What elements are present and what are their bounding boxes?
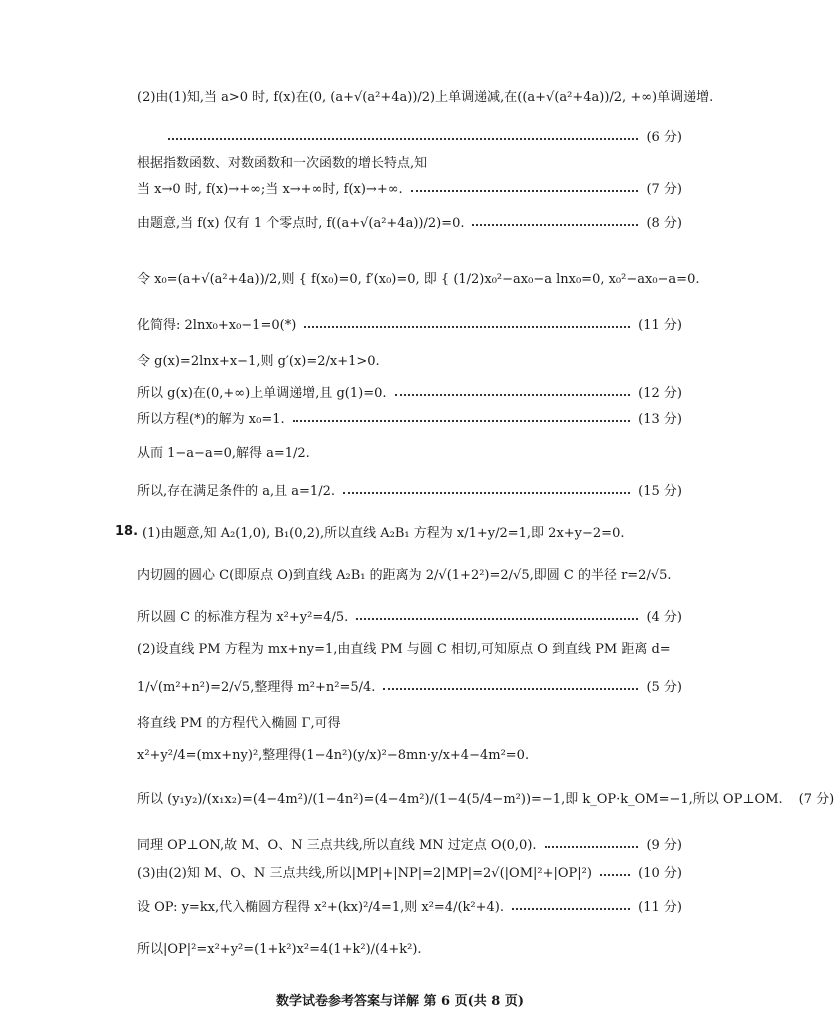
score-label: (9 分): [646, 838, 682, 853]
score-label: (7 分): [798, 792, 834, 807]
score-label: (15 分): [638, 484, 682, 499]
line-text: 所以 g(x)在(0,+∞)上单调递增,且 g(1)=0.: [137, 386, 387, 401]
score-label: (11 分): [638, 318, 682, 333]
dot-leader: [293, 420, 631, 422]
line-text: 化简得: 2lnx₀+x₀−1=0(*): [137, 318, 297, 333]
score-label: (8 分): [646, 216, 682, 231]
solution-line: [137, 862, 682, 881]
line-text: 所以|OP|²=x²+y²=(1+k²)x²=4(1+k²)/(4+k²).: [137, 942, 422, 957]
line-text: x²+y²/4=(mx+ny)²,整理得(1−4n²)(y/x)²−8mn·y/x+4−4m²=0.: [137, 748, 530, 763]
dot-leader: [472, 224, 638, 226]
solution-line: [137, 834, 682, 853]
score-label: (4 分): [646, 610, 682, 625]
dot-leader: [168, 138, 638, 140]
solution-line: [137, 152, 682, 171]
line-text: 同理 OP⊥ON,故 M、O、N 三点共线,所以直线 MN 过定点 O(0,0).: [137, 838, 537, 853]
solution-line: [137, 268, 700, 287]
line-text: 内切圆的圆心 C(即原点 O)到直线 A₂B₁ 的距离为 2/√(1+2²)=2/√5,即圆 C 的半径 r=2/√5.: [137, 568, 672, 583]
line-text: 设 OP: y=kx,代入椭圆方程得 x²+(kx)²/4=1,则 x²=4/(k²+4).: [137, 900, 504, 915]
solution-line: [137, 744, 682, 763]
score-label: (7 分): [646, 182, 682, 197]
solution-line: [137, 408, 682, 427]
solution-line: [137, 676, 682, 695]
solution-line: [137, 86, 714, 105]
solution-line: [137, 712, 682, 731]
solution-line: [137, 938, 682, 957]
solution-line: [160, 126, 682, 145]
line-text: 当 x→0 时, f(x)→+∞;当 x→+∞时, f(x)→+∞.: [137, 182, 403, 197]
line-text: 1/√(m²+n²)=2/√5,整理得 m²+n²=5/4.: [137, 680, 376, 695]
solution-line: [137, 382, 682, 401]
solution-line: [115, 522, 682, 541]
dot-leader: [383, 688, 638, 690]
solution-line: [137, 638, 682, 657]
solution-line: [137, 480, 682, 499]
score-label: (11 分): [638, 900, 682, 915]
line-text: (2)设直线 PM 方程为 mx+ny=1,由直线 PM 与圆 C 相切,可知原点 O 到直线 PM 距离 d=: [137, 642, 671, 657]
solution-line: [137, 178, 682, 197]
line-text: 所以圆 C 的标准方程为 x²+y²=4/5.: [137, 610, 349, 625]
line-text: 由题意,当 f(x) 仅有 1 个零点时, f((a+√(a²+4a))/2)=0.: [137, 216, 465, 231]
dot-leader: [395, 394, 631, 396]
line-text: 根据指数函数、对数函数和一次函数的增长特点,知: [137, 156, 428, 171]
solution-line: [137, 896, 682, 915]
page-footer: 数学试卷参考答案与详解 第 6 页(共 8 页): [275, 994, 525, 1009]
question-number: 18.: [115, 524, 139, 539]
line-text: 令 g(x)=2lnx+x−1,则 g′(x)=2/x+1>0.: [137, 354, 380, 369]
line-text: (1)由题意,知 A₂(1,0), B₁(0,2),所以直线 A₂B₁ 方程为 x/1+y/2=1,即 2x+y−2=0.: [142, 526, 625, 541]
solution-line: [137, 212, 682, 231]
dot-leader: [304, 326, 630, 328]
solution-line: [137, 350, 682, 369]
solution-line: [137, 564, 682, 583]
line-text: 所以方程(*)的解为 x₀=1.: [137, 412, 285, 427]
dot-leader: [512, 908, 630, 910]
line-text: (3)由(2)知 M、O、N 三点共线,所以|MP|+|NP|=2|MP|=2√(|OM|²+|OP|²): [137, 866, 592, 881]
score-label: (13 分): [638, 412, 682, 427]
solution-line: [137, 314, 682, 333]
solution-line: [137, 442, 682, 461]
dot-leader: [600, 874, 630, 876]
line-text: 所以,存在满足条件的 a,且 a=1/2.: [137, 484, 335, 499]
dot-leader: [343, 492, 630, 494]
solution-line: [137, 788, 834, 807]
score-label: (6 分): [646, 130, 682, 145]
score-label: (10 分): [638, 866, 682, 881]
solution-line: [137, 606, 682, 625]
line-text: 令 x₀=(a+√(a²+4a))/2,则 { f(x₀)=0, f′(x₀)=0, 即 { (1/2)x₀²−ax₀−a lnx₀=0, x₀²−ax₀−a=0.: [137, 272, 700, 287]
dot-leader: [545, 846, 639, 848]
line-text: 从而 1−a−a=0,解得 a=1/2.: [137, 446, 310, 461]
score-label: (12 分): [638, 386, 682, 401]
dot-leader: [411, 190, 639, 192]
line-text: 所以 (y₁y₂)/(x₁x₂)=(4−4m²)/(1−4n²)=(4−4m²)/(1−4(5/4−m²))=−1,即 k_OP·k_OM=−1,所以 OP⊥OM.: [137, 792, 783, 807]
score-label: (5 分): [646, 680, 682, 695]
line-text: 将直线 PM 的方程代入椭圆 Γ,可得: [137, 716, 341, 731]
line-text: (2)由(1)知,当 a>0 时, f(x)在(0, (a+√(a²+4a))/2)上单调递减,在((a+√(a²+4a))/2, +∞)单调递增.: [137, 90, 714, 105]
dot-leader: [356, 618, 638, 620]
